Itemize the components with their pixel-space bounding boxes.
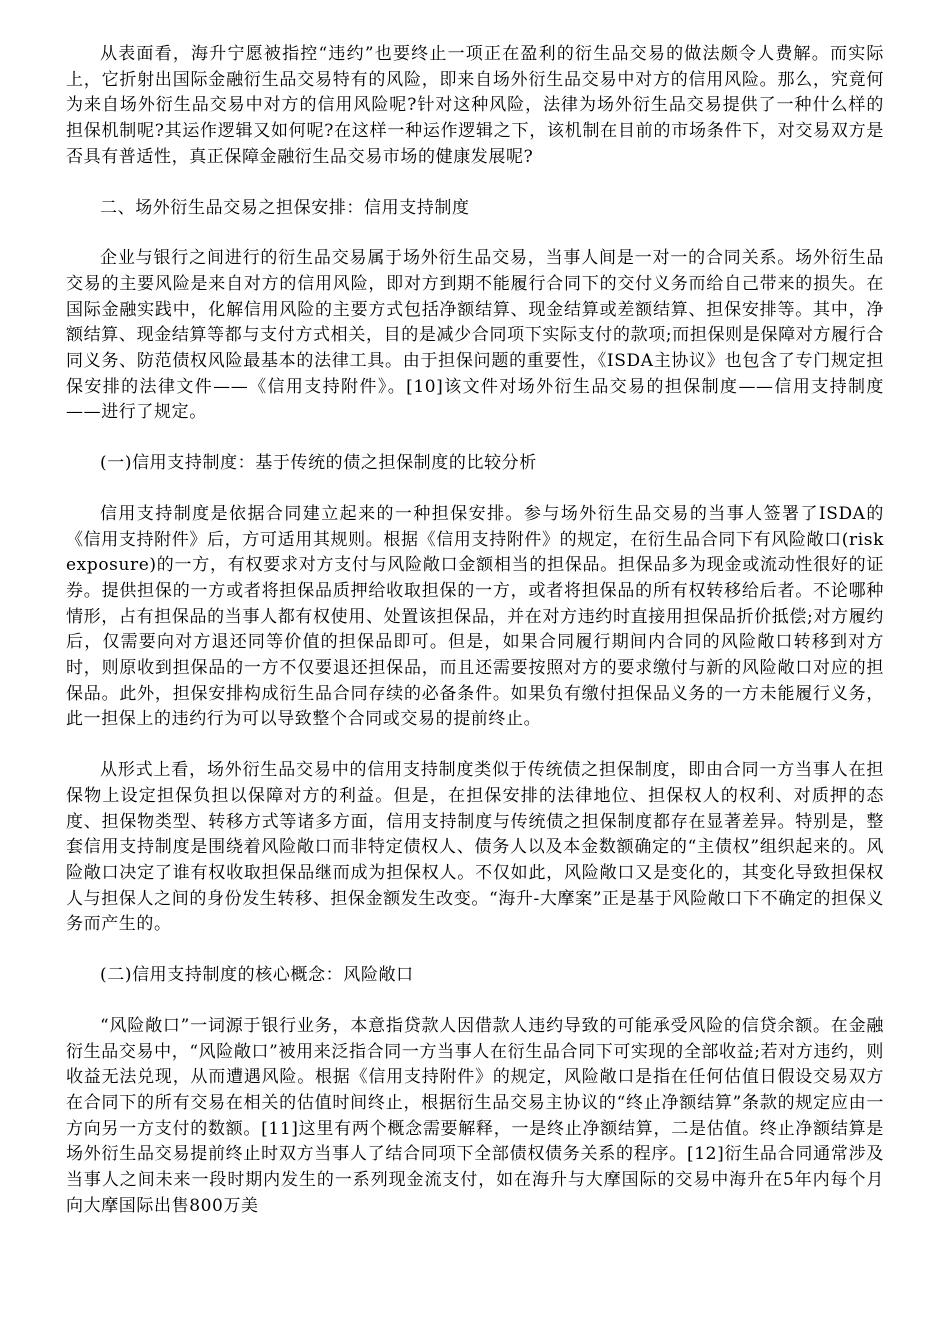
paragraph-formal-comparison: 从形式上看，场外衍生品交易中的信用支持制度类似于传统债之担保制度，即由合同一方当事人在担保物上设定担保负担以保障对方的利益。但是，在担保安排的法律地位、担保权人的权利、对质押的态度、担保物类型、转移方式等诸多方面，信用支持制度与传统债之担保制度都存在显著差异。特别是，整套信用支持制度是围绕着风险敞口而非特定债权人、债务人以及本金数额确定的“主债权”组织起来的。风险敞口决定了谁有权收取担保品继而成为担保权人。不仅如此，风险敞口又是变化的，其变化导致担保权人与担保人之间的身份发生转移、担保金额发生改变。“海升-大摩案”正是基于风险敞口下不确定的担保义务而产生的。 [66,760,884,935]
paragraph-credit-support-definition: 信用支持制度是依据合同建立起来的一种担保安排。参与场外衍生品交易的当事人签署了ISDA的《信用支持附件》后，方可适用其规则。根据《信用支持附件》的规定，在衍生品合同下有风险敞口(risk exposure)的一方，有权要求对方支付与风险敞口金额相当的担保品。担保品多为现金或流动性很好的证券。提供担保的一方或者将担保品质押给收取担保的一方，或者将担保品的所有权转移给后者。不论哪种情形，占有担保品的当事人都有权使用、处置该担保品，并在对方违约时直接用担保品折价抵偿;对方履约后，仅需要向对方退还同等价值的担保品即可。但是，如果合同履行期间内合同的风险敞口转移到对方时，则原收到担保品的一方不仅要退还担保品，而且还需要按照对方的要求缴付与新的风险敞口对应的担保品。此外，担保安排构成衍生品合同存续的必备条件。如果负有缴付担保品义务的一方未能履行义务，此一担保上的违约行为可以导致整个合同或交易的提前终止。 [66,503,884,730]
subsection-heading-comparison: (一)信用支持制度：基于传统的债之担保制度的比较分析 [100,453,537,474]
paragraph-otc-risk: 企业与银行之间进行的衍生品交易属于场外衍生品交易，当事人间是一对一的合同关系。场外衍生品交易的主要风险是来自对方的信用风险，即对方到期不能履行合同下的交付义务而给自己带来的损失。在国际金融实践中，化解信用风险的主要方式包括净额结算、现金结算或差额结算、担保安排等。其中，净额结算、现金结算等都与支付方式相关，目的是减少合同项下实际支付的款项;而担保则是保障对方履行合同义务、防范债权风险最基本的法律工具。由于担保问题的重要性，《ISDA主协议》也包含了专门规定担保安排的法律文件——《信用支持附件》。[10]该文件对场外衍生品交易的担保制度——信用支持制度——进行了规定。 [66,248,884,423]
paragraph-risk-exposure: “风险敞口”一词源于银行业务，本意指贷款人因借款人违约导致的可能承受风险的信贷余额。在金融衍生品交易中，“风险敞口”被用来泛指合同一方当事人在衍生品合同下可实现的全部收益;若对方违约，则收益无法兑现，从而遭遇风险。根据《信用支持附件》的规定，风险敞口是指在任何估值日假设交易双方在合同下的所有交易在相关的估值时间终止，根据衍生品交易主协议的“终止净额结算”条款的规定应由一方向另一方支付的数额。[11]这里有两个概念需要解释，一是终止净额结算，二是估值。终止净额结算是场外衍生品交易提前终止时双方当事人了结合同项下全部债权债务关系的程序。[12]衍生品合同通常涉及当事人之间未来一段时期内发生的一系列现金流支付，如在海升与大摩国际的交易中海升在5年内每个月向大摩国际出售800万美 [66,1015,884,1216]
document-page [66,42,884,1219]
subsection-heading-risk-exposure: (二)信用支持制度的核心概念：风险敞口 [100,965,414,986]
section-heading-credit-support: 二、场外衍生品交易之担保安排：信用支持制度 [100,197,470,218]
paragraph-intro: 从表面看，海升宁愿被指控“违约”也要终止一项正在盈利的衍生品交易的做法颇令人费解。而实际上，它折射出国际金融衍生品交易特有的风险，即来自场外衍生品交易中对方的信用风险。那么，究竟何为来自场外衍生品交易中对方的信用风险呢?针对这种风险，法律为场外衍生品交易提供了一种什么样的担保机制呢?其运作逻辑又如何呢?在这样一种运作逻辑之下，该机制在目前的市场条件下，对交易双方是否具有普适性，真正保障金融衍生品交易市场的健康发展呢? [66,44,884,167]
